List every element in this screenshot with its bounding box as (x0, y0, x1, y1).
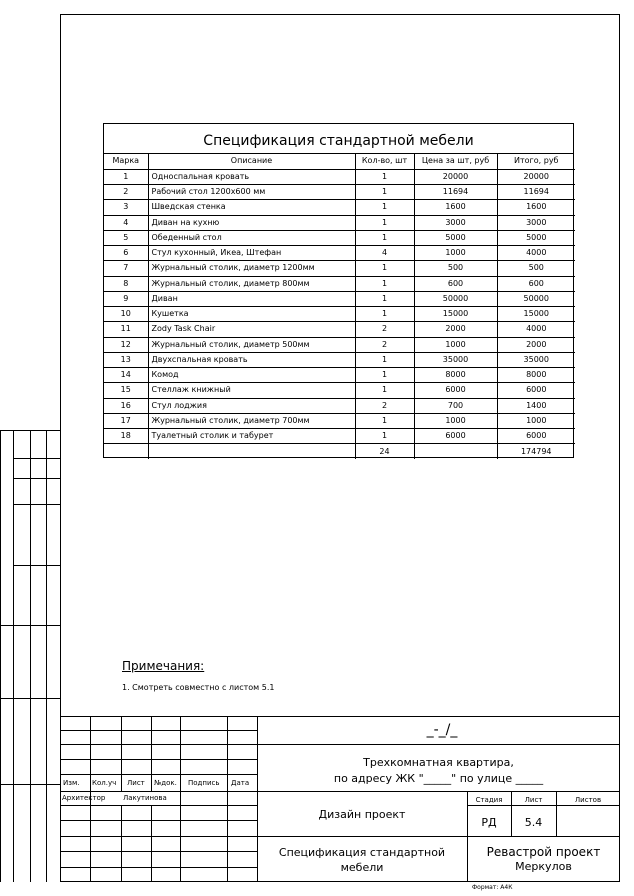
cell-unit-price: 35000 (414, 352, 497, 367)
cell-unit-price: 20000 (414, 169, 497, 184)
total-description (148, 444, 355, 459)
sheet-value: 5.4 (524, 816, 543, 829)
cell-description: Диван (148, 291, 355, 306)
header-mark: Марка (104, 154, 148, 169)
cell-quantity: 1 (355, 368, 414, 383)
stage-label: Стадия (475, 796, 503, 804)
cell-unit-price: 1000 (414, 337, 497, 352)
cell-unit-price: 500 (414, 261, 497, 276)
cell-quantity: 1 (355, 307, 414, 322)
cell-quantity: 1 (355, 230, 414, 245)
spec-header-row (104, 154, 575, 169)
table-row (104, 429, 575, 444)
cell-total: 35000 (497, 352, 575, 367)
format-label: Формат: А4К (472, 884, 513, 891)
cell-description: Двухспальная кровать (148, 352, 355, 367)
stage-value: РД (481, 816, 497, 829)
org-line-1: Ревастрой проект (486, 845, 601, 859)
margin-stamp (0, 430, 61, 882)
notes-heading: Примечания: (122, 659, 205, 673)
cell-quantity: 4 (355, 246, 414, 261)
header-quantity: Кол-во, шт (355, 154, 414, 169)
cell-total: 8000 (497, 368, 575, 383)
cell-quantity: 1 (355, 185, 414, 200)
table-row (104, 368, 575, 383)
cell-quantity: 1 (355, 169, 414, 184)
doc-title-line-1: Спецификация стандартной (278, 846, 446, 859)
cell-total: 600 (497, 276, 575, 291)
header-description: Описание (148, 154, 355, 169)
cell-quantity: 1 (355, 276, 414, 291)
cell-total: 500 (497, 261, 575, 276)
object-line-1: Трехкомнатная квартира, (363, 756, 514, 769)
table-row (104, 246, 575, 261)
person-name: Лакутинова (123, 794, 167, 802)
cell-mark: 6 (104, 246, 148, 261)
cell-quantity: 2 (355, 322, 414, 337)
cell-mark: 14 (104, 368, 148, 383)
cell-total: 4000 (497, 322, 575, 337)
table-row (104, 398, 575, 413)
cell-description: Журнальный столик, диаметр 800мм (148, 276, 355, 291)
cell-description: Журнальный столик, диаметр 500мм (148, 337, 355, 352)
cell-mark: 11 (104, 322, 148, 337)
cell-mark: 10 (104, 307, 148, 322)
cell-mark: 16 (104, 398, 148, 413)
cell-unit-price: 6000 (414, 429, 497, 444)
total-mark (104, 444, 148, 459)
role-architect: Архитектор (62, 794, 106, 802)
drawing-code: _-_/_ (426, 722, 458, 738)
cell-total: 1000 (497, 413, 575, 428)
cell-unit-price: 700 (414, 398, 497, 413)
cell-unit-price: 15000 (414, 307, 497, 322)
cell-unit-price: 11694 (414, 185, 497, 200)
cell-unit-price: 6000 (414, 383, 497, 398)
cell-description: Zody Task Chair (148, 322, 355, 337)
cell-total: 11694 (497, 185, 575, 200)
cell-description: Стул кухонный, Икеа, Штефан (148, 246, 355, 261)
col-label-ndok: №док. (154, 779, 177, 787)
col-label-list: Лист (127, 779, 145, 787)
header-unit-price: Цена за шт, руб (414, 154, 497, 169)
cell-total: 2000 (497, 337, 575, 352)
spec-title: Спецификация стандартной мебели (104, 124, 573, 154)
cell-mark: 5 (104, 230, 148, 245)
cell-description: Комод (148, 368, 355, 383)
cell-unit-price: 5000 (414, 230, 497, 245)
cell-quantity: 1 (355, 383, 414, 398)
table-row (104, 200, 575, 215)
cell-quantity: 2 (355, 398, 414, 413)
cell-mark: 18 (104, 429, 148, 444)
cell-unit-price: 1600 (414, 200, 497, 215)
table-row (104, 261, 575, 276)
cell-description: Кушетка (148, 307, 355, 322)
table-row (104, 215, 575, 230)
cell-total: 6000 (497, 383, 575, 398)
cell-description: Шведская стенка (148, 200, 355, 215)
table-row (104, 413, 575, 428)
col-label-data: Дата (231, 779, 250, 787)
cell-quantity: 2 (355, 337, 414, 352)
doc-title-line-2: мебели (340, 861, 384, 874)
table-row (104, 307, 575, 322)
cell-mark: 7 (104, 261, 148, 276)
cell-unit-price: 3000 (414, 215, 497, 230)
cell-total: 3000 (497, 215, 575, 230)
cell-mark: 3 (104, 200, 148, 215)
table-row (104, 169, 575, 184)
cell-description: Журнальный столик, диаметр 700мм (148, 413, 355, 428)
col-label-podpis: Подпись (188, 779, 220, 787)
org-line-2: Меркулов (515, 860, 572, 873)
cell-unit-price: 50000 (414, 291, 497, 306)
table-row (104, 322, 575, 337)
cell-quantity: 1 (355, 200, 414, 215)
total-unit-price (414, 444, 497, 459)
cell-unit-price: 2000 (414, 322, 497, 337)
note-item: 1. Смотреть совместно с листом 5.1 (122, 683, 275, 692)
cell-quantity: 1 (355, 352, 414, 367)
cell-description: Туалетный столик и табурет (148, 429, 355, 444)
cell-description: Стеллаж книжный (148, 383, 355, 398)
table-row (104, 352, 575, 367)
cell-quantity: 1 (355, 413, 414, 428)
cell-mark: 13 (104, 352, 148, 367)
cell-description: Диван на кухню (148, 215, 355, 230)
project-name: Дизайн проект (318, 808, 406, 821)
cell-total: 5000 (497, 230, 575, 245)
total-quantity: 24 (355, 444, 414, 459)
cell-total: 20000 (497, 169, 575, 184)
cell-quantity: 1 (355, 291, 414, 306)
total-row (104, 444, 575, 459)
table-row (104, 337, 575, 352)
total-total: 174794 (497, 444, 575, 459)
cell-description: Односпальная кровать (148, 169, 355, 184)
cell-quantity: 1 (355, 261, 414, 276)
title-block (60, 716, 620, 882)
table-row (104, 291, 575, 306)
cell-total: 1600 (497, 200, 575, 215)
cell-total: 50000 (497, 291, 575, 306)
cell-mark: 1 (104, 169, 148, 184)
cell-unit-price: 1000 (414, 413, 497, 428)
col-label-koluch: Кол.уч (92, 779, 117, 787)
cell-mark: 12 (104, 337, 148, 352)
col-label-izm: Изм. (63, 779, 80, 787)
cell-unit-price: 600 (414, 276, 497, 291)
cell-quantity: 1 (355, 215, 414, 230)
cell-description: Обеденный стол (148, 230, 355, 245)
cell-total: 1400 (497, 398, 575, 413)
cell-total: 4000 (497, 246, 575, 261)
table-row (104, 230, 575, 245)
sheets-label: Листов (574, 796, 602, 804)
cell-description: Журнальный столик, диаметр 1200мм (148, 261, 355, 276)
object-line-2: по адресу ЖК "_____" по улице _____ (333, 772, 544, 785)
cell-total: 15000 (497, 307, 575, 322)
table-row (104, 276, 575, 291)
cell-description: Рабочий стол 1200х600 мм (148, 185, 355, 200)
cell-total: 6000 (497, 429, 575, 444)
sheet-label: Лист (524, 796, 543, 804)
spec-grid (104, 154, 575, 459)
cell-unit-price: 1000 (414, 246, 497, 261)
cell-mark: 15 (104, 383, 148, 398)
cell-quantity: 1 (355, 429, 414, 444)
cell-mark: 4 (104, 215, 148, 230)
cell-mark: 8 (104, 276, 148, 291)
table-row (104, 185, 575, 200)
specification-table (103, 123, 574, 458)
cell-mark: 2 (104, 185, 148, 200)
cell-mark: 17 (104, 413, 148, 428)
cell-description: Стул лоджия (148, 398, 355, 413)
cell-unit-price: 8000 (414, 368, 497, 383)
cell-mark: 9 (104, 291, 148, 306)
header-total: Итого, руб (497, 154, 575, 169)
table-row (104, 383, 575, 398)
